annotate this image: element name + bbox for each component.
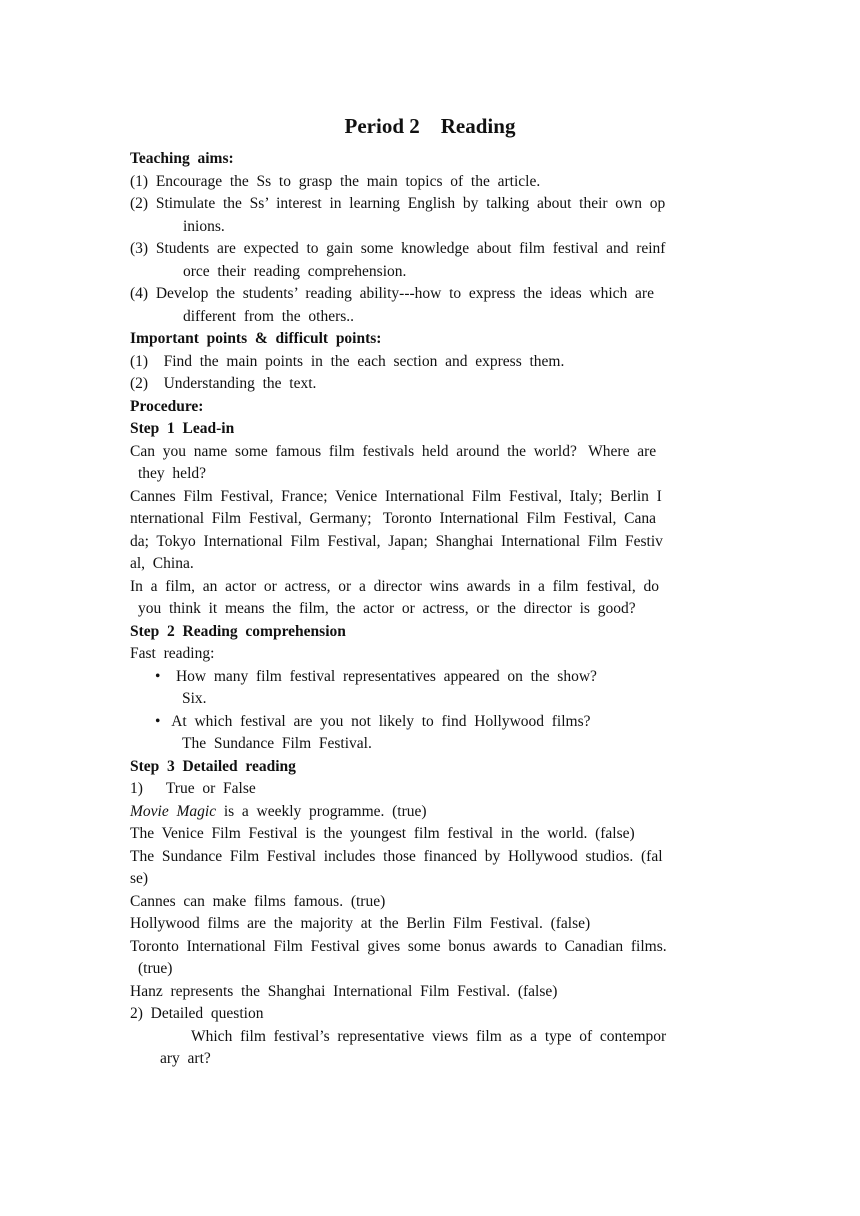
important-point-item: (2) Understanding the text. [130, 375, 317, 392]
true-false-item: Movie Magic is a weekly programme. (true) [130, 802, 427, 820]
true-false-item: Toronto International Film Festival gives some bonus awards to Canadian films. [130, 937, 667, 955]
question-text: How many film festival representatives appeared on the show? [175, 667, 597, 685]
step1-line: Cannes Film Festival, France; Venice International Film Festival, Italy; Berlin I [130, 487, 662, 505]
programme-name: Movie Magic [130, 802, 217, 820]
fast-reading-answer: Six. [182, 690, 207, 707]
aim-item-continuation: orce their reading comprehension. [183, 262, 407, 280]
step1-line: you think it means the film, the actor or actress, or the director is good? [138, 600, 636, 617]
document-body [130, 148, 732, 1071]
detailed-question: Which film festival’s representative views film as a type of contempor [191, 1027, 667, 1045]
step2-heading: Step 2 Reading comprehension [130, 622, 346, 640]
true-false-item: Cannes can make films famous. (true) [130, 892, 386, 910]
true-false-item: The Venice Film Festival is the youngest film festival in the world. (false) [130, 825, 635, 842]
step1-line: In a film, an actor or actress, or a director wins awards in a film festival, do [130, 577, 659, 595]
detailed-question: ary art? [160, 1050, 211, 1067]
bullet-icon: • [155, 712, 161, 730]
aim-item: (1) Encourage the Ss to grasp the main topics of the article. [130, 172, 541, 190]
fast-reading-question [130, 666, 732, 689]
step1-line: nternational Film Festival, Germany; Toronto International Film Festival, Cana [130, 510, 656, 527]
true-false-item: se) [130, 870, 149, 887]
true-false-item: The Sundance Film Festival includes those financed by Hollywood studios. (fal [130, 847, 663, 865]
true-false-item: Hanz represents the Shanghai International Film Festival. (false) [130, 982, 558, 1000]
fast-reading-label: Fast reading: [130, 645, 215, 662]
aim-item: (4) Develop the students’ reading ability---how to express the ideas which are [130, 285, 654, 302]
aim-item-continuation: inions. [183, 217, 225, 235]
aim-item: (2) Stimulate the Ss’ interest in learning English by talking about their own op [130, 195, 666, 212]
aim-item: (3) Students are expected to gain some knowledge about film festival and reinf [130, 240, 666, 257]
important-points-heading: Important points & difficult points: [130, 330, 382, 347]
page-title: Period 2 Reading [344, 114, 516, 138]
fast-reading-question [130, 711, 732, 734]
true-false-heading: 1) True or False [130, 780, 256, 797]
step1-line: Can you name some famous film festivals held around the world? Where are [130, 442, 657, 460]
true-false-item: (true) [138, 960, 173, 977]
step1-line: al, China. [130, 555, 194, 572]
question-text: At which festival are you not likely to find Hollywood films? [171, 712, 591, 730]
step3-heading: Step 3 Detailed reading [130, 757, 296, 775]
step1-line: da; Tokyo International Film Festival, Japan; Shanghai International Film Festiv [130, 532, 663, 550]
teaching-aims-heading: Teaching aims: [130, 150, 234, 167]
step1-line: they held? [138, 465, 207, 482]
important-point-item: (1) Find the main points in the each section and express them. [130, 352, 565, 370]
procedure-heading: Procedure: [130, 397, 204, 415]
step1-heading: Step 1 Lead-in [130, 420, 235, 437]
bullet-icon: • [155, 667, 161, 685]
aim-item-continuation: different from the others.. [183, 307, 355, 325]
fast-reading-answer: The Sundance Film Festival. [182, 735, 372, 752]
detailed-question-heading: 2) Detailed question [130, 1005, 264, 1022]
true-false-item: Hollywood films are the majority at the Berlin Film Festival. (false) [130, 915, 591, 932]
